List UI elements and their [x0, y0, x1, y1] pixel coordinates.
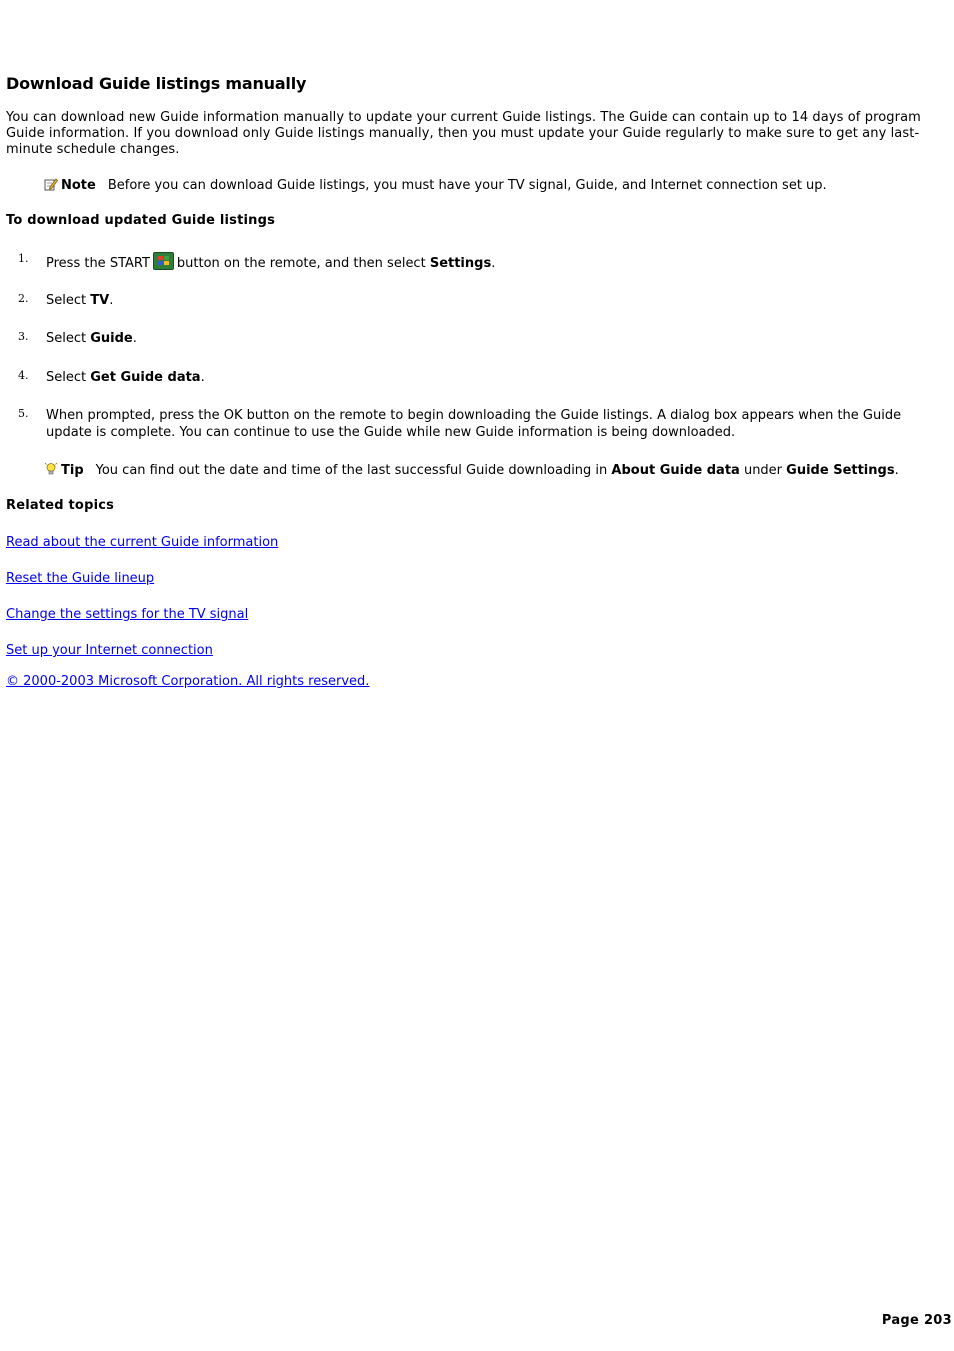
procedure-heading: To download updated Guide listings — [6, 213, 276, 228]
step-number: 3. — [18, 330, 29, 343]
start-button-icon — [153, 252, 174, 270]
tip-label: Tip — [61, 463, 84, 478]
tip-callout — [44, 462, 899, 479]
step-text: When prompted, press the OK button on the remote to begin downloading the Guide listings. A dialog box appears when the Guide update is complete. You can continue to use the Guide while new Guide information is being downloaded. — [46, 408, 902, 440]
step-number: 2. — [18, 292, 29, 305]
link-current-guide-information[interactable]: Read about the current Guide information — [6, 535, 279, 550]
step-number: 1. — [18, 252, 29, 265]
step-text: Select Get Guide data. — [46, 370, 205, 385]
related-topics-heading: Related topics — [6, 498, 115, 513]
page-number: Page 203 — [881, 1313, 952, 1328]
intro-paragraph: You can download new Guide information manually to update your current Guide listings. The Guide can contain up to 14 days of program Guide information. If you download only Guide listings manually, then you must update your Guide regularly to make sure to get any last-minute schedule changes. — [6, 110, 921, 157]
step-number: 4. — [18, 369, 29, 382]
link-internet-connection[interactable]: Set up your Internet connection — [6, 643, 213, 658]
lightbulb-icon — [44, 462, 58, 476]
note-label: Note — [61, 178, 96, 193]
page-title: Download Guide listings manually — [6, 74, 307, 93]
step-number: 5. — [18, 407, 29, 420]
step-text: Select Guide. — [46, 331, 137, 346]
note-text: Before you can download Guide listings, you must have your TV signal, Guide, and Internet connection set up. — [107, 178, 827, 193]
copyright-link[interactable]: © 2000-2003 Microsoft Corporation. All rights reserved. — [6, 674, 370, 689]
link-tv-signal-settings[interactable]: Change the settings for the TV signal — [6, 607, 249, 622]
link-reset-guide-lineup[interactable]: Reset the Guide lineup — [6, 571, 155, 586]
note-callout — [44, 177, 827, 194]
step-text: Press the START button on the remote, and then select Settings. — [46, 252, 946, 272]
step-text: Select TV. — [46, 293, 114, 308]
tip-text: You can find out the date and time of the last successful Guide downloading in About Guide data under Guide Settings. — [95, 463, 899, 478]
note-pencil-icon — [44, 177, 58, 191]
